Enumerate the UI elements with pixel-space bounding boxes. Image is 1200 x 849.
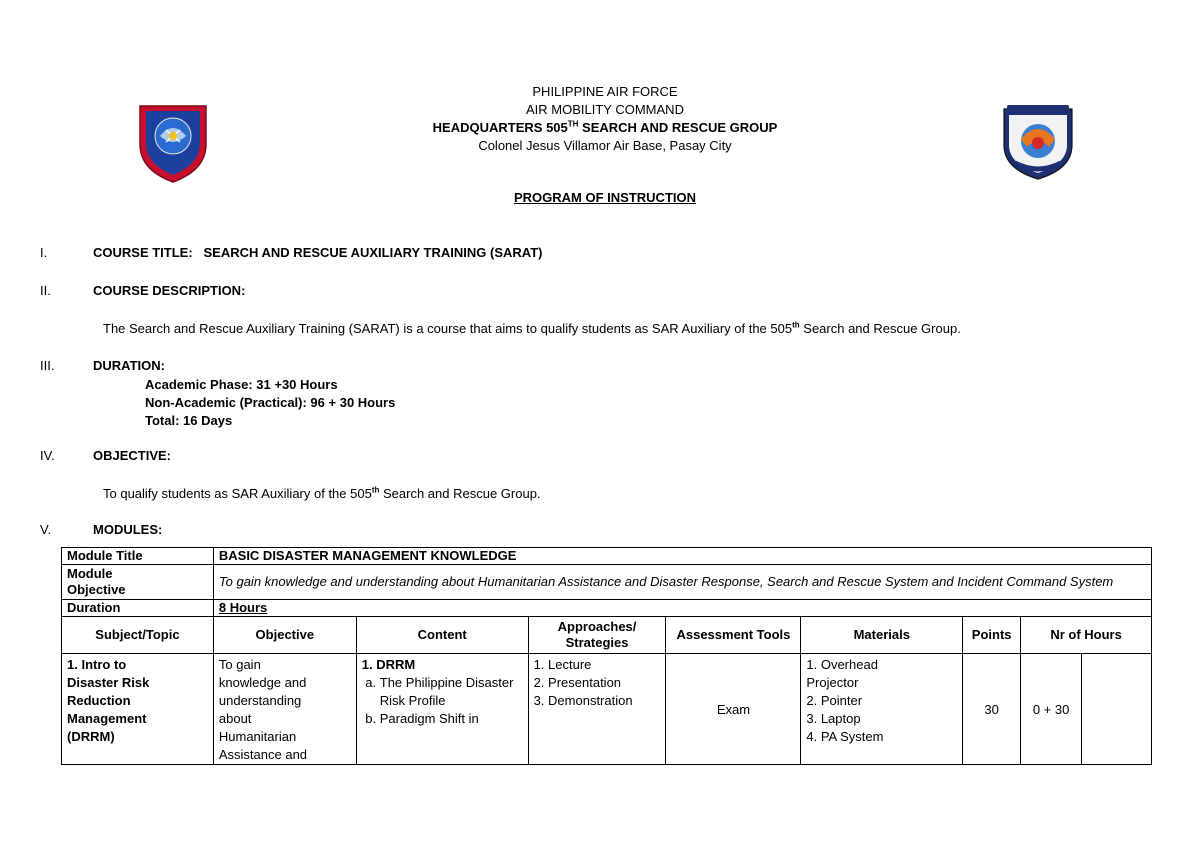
- col-approaches: Approaches/ Strategies: [528, 617, 666, 654]
- academic-phase: Academic Phase: 31 +30 Hours: [145, 377, 338, 392]
- col-objective: Objective: [213, 617, 356, 654]
- row-assessment: Exam: [666, 654, 801, 765]
- col-assessment-tools: Assessment Tools: [666, 617, 801, 654]
- column-header-row: [62, 617, 1152, 654]
- row-materials: 1. Overhead Projector 2. Pointer 3. Laptop 4. PA System: [801, 654, 963, 765]
- section-4-number: IV.: [40, 448, 55, 463]
- row-hours: 0 + 30: [1021, 654, 1082, 765]
- org-line-3: HEADQUARTERS 505TH SEARCH AND RESCUE GROUP: [432, 119, 778, 135]
- module-objective-value: To gain knowledge and understanding about Humanitarian Assistance and Disaster Response, Search and Rescue System and Incident Command System: [213, 565, 1151, 600]
- module-title-label: Module Title: [62, 548, 214, 565]
- row-subject: 1. Intro to Disaster Risk Reduction Management (DRRM): [62, 654, 214, 765]
- list-item: b. Paradigm Shift in: [380, 710, 523, 728]
- document-title: PROGRAM OF INSTRUCTION: [514, 190, 696, 205]
- duration-details: [145, 376, 395, 430]
- module-duration-value: 8 Hours: [213, 600, 1151, 617]
- row-content: 1. DRRM a. The Philippine Disaster Risk Profile b. Paradigm Shift in: [356, 654, 528, 765]
- row-points: 30: [963, 654, 1021, 765]
- total-days: Total: 16 Days: [145, 413, 233, 428]
- module-table: [61, 547, 1152, 765]
- module-title-row: [62, 548, 1152, 565]
- section-1-number: I.: [40, 245, 48, 260]
- modules-heading: MODULES:: [93, 522, 163, 537]
- module-objective-label: Module Objective: [62, 565, 214, 600]
- air-mobility-command-seal-icon: [136, 100, 210, 184]
- letterhead: [400, 83, 810, 155]
- module-objective-row: [62, 565, 1152, 600]
- table-row: [62, 654, 1152, 765]
- duration-heading: DURATION:: [93, 358, 165, 373]
- col-nr-of-hours: Nr of Hours: [1021, 617, 1152, 654]
- row-blank: [1082, 654, 1152, 765]
- section-2-number: II.: [40, 283, 51, 298]
- search-and-rescue-group-seal-icon: [1001, 101, 1075, 181]
- section-5-number: V.: [40, 522, 52, 537]
- section-3-number: III.: [40, 358, 55, 373]
- col-content: Content: [356, 617, 528, 654]
- col-points: Points: [963, 617, 1021, 654]
- objective-heading: OBJECTIVE:: [93, 448, 172, 463]
- row-approaches: 1. Lecture 2. Presentation 3. Demonstration: [528, 654, 666, 765]
- course-title: COURSE TITLE: SEARCH AND RESCUE AUXILIARY TRAINING (SARAT): [93, 245, 543, 260]
- module-duration-label: Duration: [62, 600, 214, 617]
- org-line-2: AIR MOBILITY COMMAND: [526, 102, 684, 117]
- module-title-value: BASIC DISASTER MANAGEMENT KNOWLEDGE: [213, 548, 1151, 565]
- course-description-heading: COURSE DESCRIPTION:: [93, 283, 246, 298]
- org-line-1: PHILIPPINE AIR FORCE: [532, 84, 678, 99]
- course-description-text: The Search and Rescue Auxiliary Training (SARAT) is a course that aims to qualify students as SAR Auxiliary of the 505th Search and Rescue Group.: [103, 320, 961, 336]
- col-subject-topic: Subject/Topic: [62, 617, 214, 654]
- row-objective: To gain knowledge and understanding about Humanitarian Assistance and: [213, 654, 356, 765]
- module-duration-row: [62, 600, 1152, 617]
- col-materials: Materials: [801, 617, 963, 654]
- list-item: a. The Philippine Disaster Risk Profile: [380, 674, 523, 710]
- non-academic-phase: Non-Academic (Practical): 96 + 30 Hours: [145, 395, 396, 410]
- org-address: Colonel Jesus Villamor Air Base, Pasay City: [478, 138, 732, 153]
- objective-text: To qualify students as SAR Auxiliary of the 505th Search and Rescue Group.: [103, 485, 541, 501]
